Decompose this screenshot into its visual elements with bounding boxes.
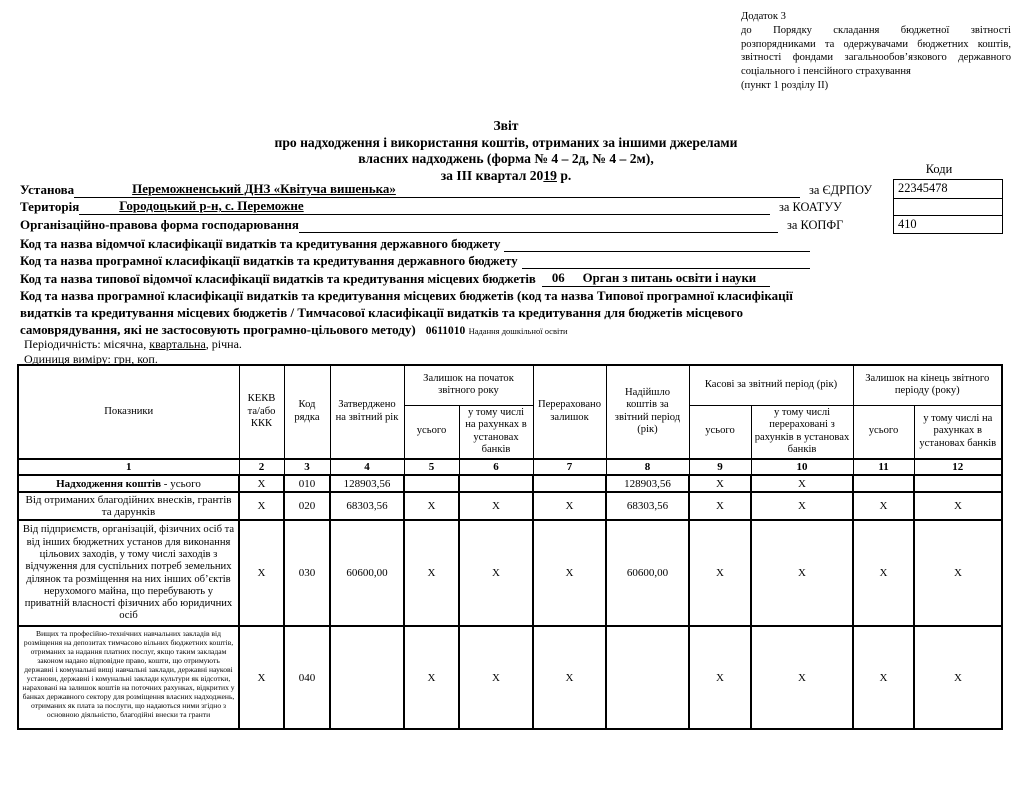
row-040-name: Вищих та професійно-технічних навчальних закладів від розміщення на депозитах тимчасово вільних бюджетних коштів, отриманих за надання платних послуг, якщо таким закладам законом надано відповідне право, кошти, що отримують державні і комунальні вищі навчальні заклади, державні наукові установи, державні і комунальні заклади культури як відсотки, нараховані на залишок коштів на поточних рахунках, відкритих у банках державного сектору для розміщення власних надходжень, отриманих як плата за послуги, що надаються ними згідно з основною діяльністю, благодійні внески та гранти bbox=[18, 626, 239, 729]
header-balance-start-bank: у тому числі на рахунках в установах банків bbox=[459, 405, 533, 459]
row-020-kekv: X bbox=[239, 492, 284, 520]
codes-box bbox=[893, 162, 1003, 234]
field-ustanova bbox=[20, 180, 888, 198]
classification-line-1-blank bbox=[504, 251, 810, 252]
row-010-kekv: X bbox=[239, 475, 284, 492]
classification-line-1 bbox=[20, 235, 810, 252]
row-040-code: 040 bbox=[284, 626, 330, 729]
row-030-balance-end-total: X bbox=[853, 520, 914, 626]
row-010-code: 010 bbox=[284, 475, 330, 492]
row-040-balance-start-total: X bbox=[404, 626, 459, 729]
periodicity-line bbox=[24, 337, 242, 352]
table-row-030 bbox=[18, 520, 1002, 626]
unit-line: Одиниця виміру: грн, коп. bbox=[24, 351, 158, 366]
row-020-cash-bank: X bbox=[751, 492, 853, 520]
code-koatuu-value bbox=[894, 198, 1002, 216]
row-040-balance-end-total: X bbox=[853, 626, 914, 729]
table-row-040 bbox=[18, 626, 1002, 729]
report-table bbox=[17, 364, 1003, 730]
row-030-kekv: X bbox=[239, 520, 284, 626]
column-number: 7 bbox=[533, 459, 606, 476]
meta-lines bbox=[24, 337, 242, 366]
row-030-approved: 60600,00 bbox=[330, 520, 404, 626]
column-number: 11 bbox=[853, 459, 914, 476]
classification-line-2-blank bbox=[522, 268, 810, 269]
column-number: 4 bbox=[330, 459, 404, 476]
row-010-balance-end-total bbox=[853, 475, 914, 492]
row-030-cash-bank: X bbox=[751, 520, 853, 626]
classification-line-3-value-line bbox=[542, 271, 770, 287]
classification-line-3-value: Орган з питань освіти і науки bbox=[582, 270, 757, 285]
program-classification-text: Код та назва програмної класифікації видатків та кредитування місцевих бюджетів (код та назва Типової програмної класифікації видатків та кредитування місцевих бюджетів / Тимчасової класифікації видатків та кредитування для бюджетів місцевого самоврядування, які не застосовують програмно-цільового методу) bbox=[20, 288, 793, 338]
row-010-approved: 128903,56 bbox=[330, 475, 404, 492]
header-kekv: КЕКВ та/або ККК bbox=[239, 365, 284, 459]
row-020-name: Від отриманих благодійних внесків, грантів та дарунків bbox=[18, 492, 239, 520]
periodicity-suffix: , річна. bbox=[205, 337, 242, 351]
header-code-row: Код рядка bbox=[284, 365, 330, 459]
row-040-balance-end-bank: X bbox=[914, 626, 1002, 729]
row-040-cash-total: X bbox=[689, 626, 751, 729]
header-cash-group: Касові за звітний період (рік) bbox=[689, 365, 853, 405]
header-fields bbox=[20, 180, 888, 233]
report-title-line1: Звіт bbox=[493, 118, 519, 133]
header-cash-bank: у тому числі перераховані з рахунків в установах банків bbox=[751, 405, 853, 459]
row-030-code: 030 bbox=[284, 520, 330, 626]
row-030-transferred: X bbox=[533, 520, 606, 626]
table-header-row-groups bbox=[18, 365, 1002, 405]
row-020-balance-start-bank: X bbox=[459, 492, 533, 520]
report-year: 19 bbox=[543, 167, 557, 183]
header-pokaznyky: Показники bbox=[18, 365, 239, 459]
row-010-cash-bank: X bbox=[751, 475, 853, 492]
header-approved: Затверджено на звітний рік bbox=[330, 365, 404, 459]
classification-line-2 bbox=[20, 252, 810, 269]
field-terytoria-line bbox=[79, 198, 770, 215]
code-edrpou-value: 22345478 bbox=[898, 181, 948, 195]
report-period-suffix: р. bbox=[556, 167, 572, 183]
row-040-approved bbox=[330, 626, 404, 729]
column-number: 5 bbox=[404, 459, 459, 476]
program-classification-paragraph bbox=[20, 287, 820, 339]
program-code: 0611010 bbox=[425, 325, 466, 338]
appendix-title: Додаток 3 bbox=[741, 11, 786, 22]
field-orgform-line bbox=[299, 232, 778, 233]
periodicity-prefix: Періодичність: місячна, bbox=[24, 337, 150, 351]
row-010-balance-start-bank bbox=[459, 475, 533, 492]
field-terytoria-right-label: за КОАТУУ bbox=[779, 200, 842, 215]
table-column-numbers-row bbox=[18, 459, 1002, 476]
codes-values bbox=[893, 179, 1003, 234]
row-010-name-main: Надходження коштів bbox=[56, 477, 162, 490]
header-balance-start-group: Залишок на початок звітного року bbox=[404, 365, 533, 405]
row-040-balance-start-bank: X bbox=[459, 626, 533, 729]
column-number: 9 bbox=[689, 459, 751, 476]
row-040-transferred: X bbox=[533, 626, 606, 729]
row-020-balance-end-total: X bbox=[853, 492, 914, 520]
row-010-transferred bbox=[533, 475, 606, 492]
field-orgform-label: Організаційно-правова форма господарювання bbox=[20, 216, 299, 232]
row-020-received: 68303,56 bbox=[606, 492, 689, 520]
row-030-received: 60600,00 bbox=[606, 520, 689, 626]
row-030-balance-start-bank: X bbox=[459, 520, 533, 626]
row-010-name-rest: - усього bbox=[161, 477, 201, 490]
row-020-cash-total: X bbox=[689, 492, 751, 520]
appendix-note bbox=[741, 10, 1011, 93]
header-cash-total: усього bbox=[689, 405, 751, 459]
classification-line-3 bbox=[20, 269, 810, 286]
column-number: 10 bbox=[751, 459, 853, 476]
field-terytoria-label: Територія bbox=[20, 199, 80, 215]
row-040-cash-bank: X bbox=[751, 626, 853, 729]
row-020-balance-start-total: X bbox=[404, 492, 459, 520]
field-ustanova-value: Переможненський ДНЗ «Квітуча вишенька» bbox=[132, 180, 396, 196]
field-ustanova-right-label: за ЄДРПОУ bbox=[809, 182, 872, 197]
row-010-received: 128903,56 bbox=[606, 475, 689, 492]
field-terytoria bbox=[20, 198, 888, 216]
column-number: 1 bbox=[18, 459, 239, 476]
report-title bbox=[0, 118, 1012, 184]
row-020-balance-end-bank: X bbox=[914, 492, 1002, 520]
classification-line-1-text: Код та назва відомчої класифікації видатків та кредитування державного бюджету bbox=[20, 237, 501, 252]
header-balance-end-total: усього bbox=[853, 405, 914, 459]
appendix-body: до Порядку складання бюджетної звітності розпорядниками та одержувачами бюджетних коштів, звітності фондами загальнообов’язкового державного соціального і пенсійного страхування bbox=[741, 24, 1011, 78]
column-number: 2 bbox=[239, 459, 284, 476]
code-kopfg-value: 410 bbox=[894, 215, 1002, 233]
report-title-line2: про надходження і використання коштів, отриманих за іншими джерелами bbox=[274, 134, 738, 150]
column-number: 12 bbox=[914, 459, 1002, 476]
header-balance-end-bank: у тому числі на рахунках в установах банків bbox=[914, 405, 1002, 459]
row-040-kekv: X bbox=[239, 626, 284, 729]
program-code-name: Надання дошкільної освіти bbox=[468, 326, 568, 337]
row-010-name bbox=[18, 475, 239, 492]
header-balance-start-total: усього bbox=[404, 405, 459, 459]
row-010-cash-total: X bbox=[689, 475, 751, 492]
row-020-approved: 68303,56 bbox=[330, 492, 404, 520]
row-030-name: Від підприємств, організацій, фізичних осіб та від інших бюджетних установ для виконання цільових заходів, у тому числі заходів з відчуження для суспільних потреб земельних ділянок та розміщення на них інших об’єктів нерухомого майна, що перебувають у приватній власності фізичних або юридичних осіб bbox=[18, 520, 239, 626]
row-030-balance-end-bank: X bbox=[914, 520, 1002, 626]
codes-title: Коди bbox=[925, 162, 953, 176]
row-040-received bbox=[606, 626, 689, 729]
column-number: 3 bbox=[284, 459, 330, 476]
report-title-line3: власних надходжень (форма № 4 – 2д, № 4 – 2м), bbox=[358, 151, 654, 167]
field-orgform-right-label: за КОПФГ bbox=[787, 217, 844, 232]
header-transferred: Перераховано залишок bbox=[533, 365, 606, 459]
column-number: 8 bbox=[606, 459, 689, 476]
header-balance-end-group: Залишок на кінець звітного періоду (року) bbox=[853, 365, 1002, 405]
row-010-balance-end-bank bbox=[914, 475, 1002, 492]
periodicity-selected: квартальна bbox=[149, 337, 206, 351]
row-020-code: 020 bbox=[284, 492, 330, 520]
column-number: 6 bbox=[459, 459, 533, 476]
appendix-section-ref: (пункт 1 розділу II) bbox=[741, 79, 829, 91]
row-010-balance-start-total bbox=[404, 475, 459, 492]
header-received: Надійшло коштів за звітний період (рік) bbox=[606, 365, 689, 459]
field-ustanova-label: Установа bbox=[20, 181, 75, 197]
classification-line-3-text: Код та назва типової відомчої класифікації видатків та кредитування місцевих бюджетів bbox=[20, 271, 536, 286]
classification-lines bbox=[20, 235, 810, 287]
row-030-cash-total: X bbox=[689, 520, 751, 626]
row-030-balance-start-total: X bbox=[404, 520, 459, 626]
classification-line-2-text: Код та назва програмної класифікації видатків та кредитування державного бюджету bbox=[20, 254, 518, 269]
field-orgform bbox=[20, 215, 888, 233]
classification-line-3-code: 06 bbox=[551, 270, 565, 285]
field-ustanova-line bbox=[74, 181, 800, 198]
table-row-020 bbox=[18, 492, 1002, 520]
report-period-prefix: за III квартал 20 bbox=[440, 167, 544, 183]
field-terytoria-value: Городоцький р-н, с. Переможне bbox=[119, 198, 304, 214]
row-020-transferred: X bbox=[533, 492, 606, 520]
table-row-010 bbox=[18, 475, 1002, 492]
